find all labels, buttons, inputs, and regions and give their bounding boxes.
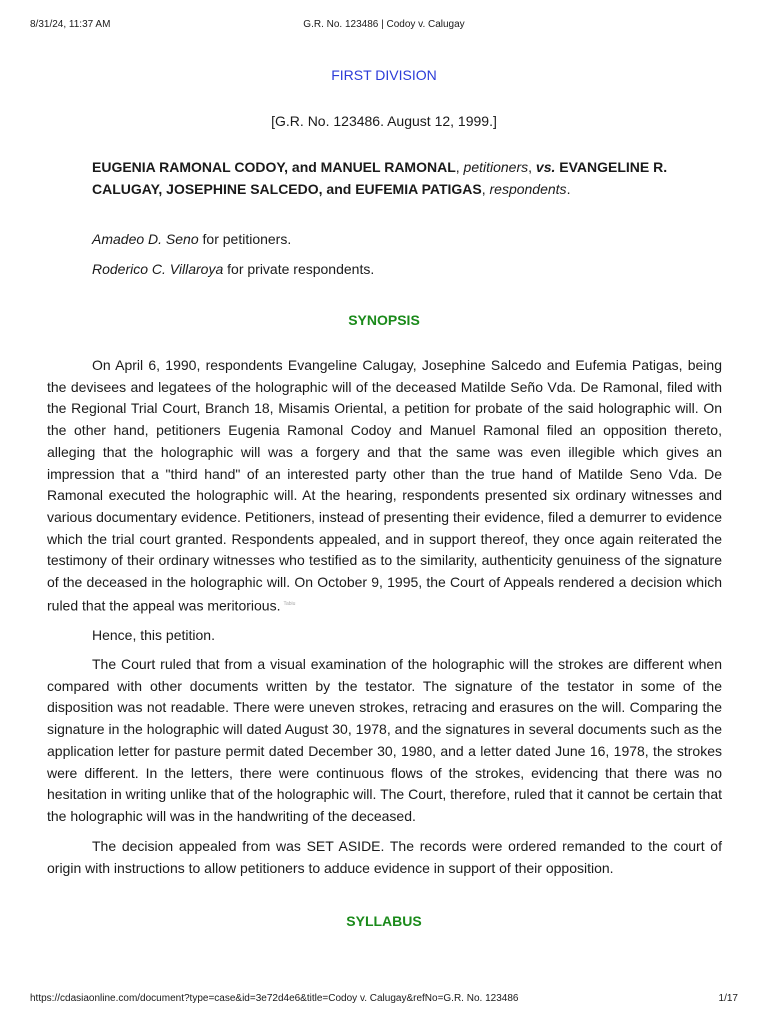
division-heading: FIRST DIVISION xyxy=(331,67,437,83)
counsel-petitioners xyxy=(92,231,291,247)
synopsis-paragraph-1 xyxy=(47,355,722,617)
petitioners-names: EUGENIA RAMONAL CODOY, and MANUEL RAMONAL xyxy=(92,159,456,175)
page-number: 1/17 xyxy=(718,993,738,1004)
footnote-mark[interactable]: Tabiu xyxy=(283,600,296,607)
counsel-respondents xyxy=(92,261,374,277)
synopsis-paragraph-1-text: On April 6, 1990, respondents Evangeline Calugay, Josephine Salcedo and Eufemia Patigas, being the devisees and legatees of the holographic will of the deceased Matilde Seño Vda. De Ramonal, filed with the Regional Trial Court, Branch 18, Misamis Oriental, a petition for probate of the said holographic will. On the other hand, petitioners Eugenia Ramonal Codoy and Manuel Ramonal filed an opposition thereto, alleging that the holographic will was a forgery and that the same was even illegible which gives an impression that a "third hand" of an interested party other than the true hand of Matilde Seno Vda. De Ramonal executed the holographic will. At the hearing, respondents presented six ordinary witnesses and various documentary evidence. Petitioners, instead of presenting their evidence, filed a demurrer to evidence which the trial court granted. Respondents appealed, and in support thereof, they once again reiterated the testimony of their ordinary witnesses who testified as to the similarity, authenticity genuiness of the signature of the deceased in the holographic will. On October 9, 1995, the Court of Appeals rendered a decision which ruled that the appeal was meritorious. xyxy=(47,357,722,614)
synopsis-heading: SYNOPSIS xyxy=(348,312,420,328)
counsel-respondents-name: Roderico C. Villaroya xyxy=(92,261,224,277)
counsel-petitioners-name: Amadeo D. Seno xyxy=(92,231,199,247)
print-title: G.R. No. 123486 | Codoy v. Calugay xyxy=(303,19,465,30)
counsel-petitioners-role: for petitioners. xyxy=(198,231,292,247)
print-footer xyxy=(0,993,768,1007)
counsel-respondents-role: for private respondents. xyxy=(223,261,375,277)
syllabus-heading: SYLLABUS xyxy=(346,913,422,929)
print-header xyxy=(0,19,768,33)
respondents-label: respondents xyxy=(489,181,567,197)
respondents-names: EVANGELINE R. CALUGAY, JOSEPHINE SALCEDO, and EUFEMIA PATIGAS xyxy=(92,159,668,197)
petitioners-label: petitioners xyxy=(463,159,529,175)
synopsis-paragraph-4: The decision appealed from was SET ASIDE. The records were ordered remanded to the court of origin with instructions to allow petitioners to adduce evidence in support of their opposition. xyxy=(47,838,722,876)
print-url: https://cdasiaonline.com/document?type=case&id=3e72d4e6&title=Codoy v. Calugay&refNo=G.R. No. 123486 xyxy=(30,993,519,1004)
print-datetime: 8/31/24, 11:37 AM xyxy=(30,19,111,30)
case-parties: EUGENIA RAMONAL CODOY, and MANUEL RAMONAL, petitioners, vs. EVANGELINE R. CALUGAY, JOSEPHINE SALCEDO, and EUFEMIA PATIGAS, respondents. xyxy=(92,159,668,197)
gr-number-line: [G.R. No. 123486. August 12, 1999.] xyxy=(271,113,497,129)
synopsis-paragraph-2: Hence, this petition. xyxy=(92,627,215,643)
synopsis-paragraph-3: The Court ruled that from a visual examination of the holographic will the strokes are different when compared with other documents written by the testator. The signature of the testator in some of the disposition was not readable. There were uneven strokes, retracing and erasures on the will. Comparing the signature in the holographic will dated August 30, 1978, and the signatures in several documents such as the application letter for pasture permit dated December 30, 1980, and a letter dated June 16, 1978, the strokes were different. In the letters, there were continuous flows of the strokes, evidencing that there was no hesitation in writing unlike that of the holographic will. The Court, therefore, ruled that it cannot be certain that the holographic will was in the handwriting of the deceased. xyxy=(47,656,722,824)
versus: vs. xyxy=(535,159,556,175)
